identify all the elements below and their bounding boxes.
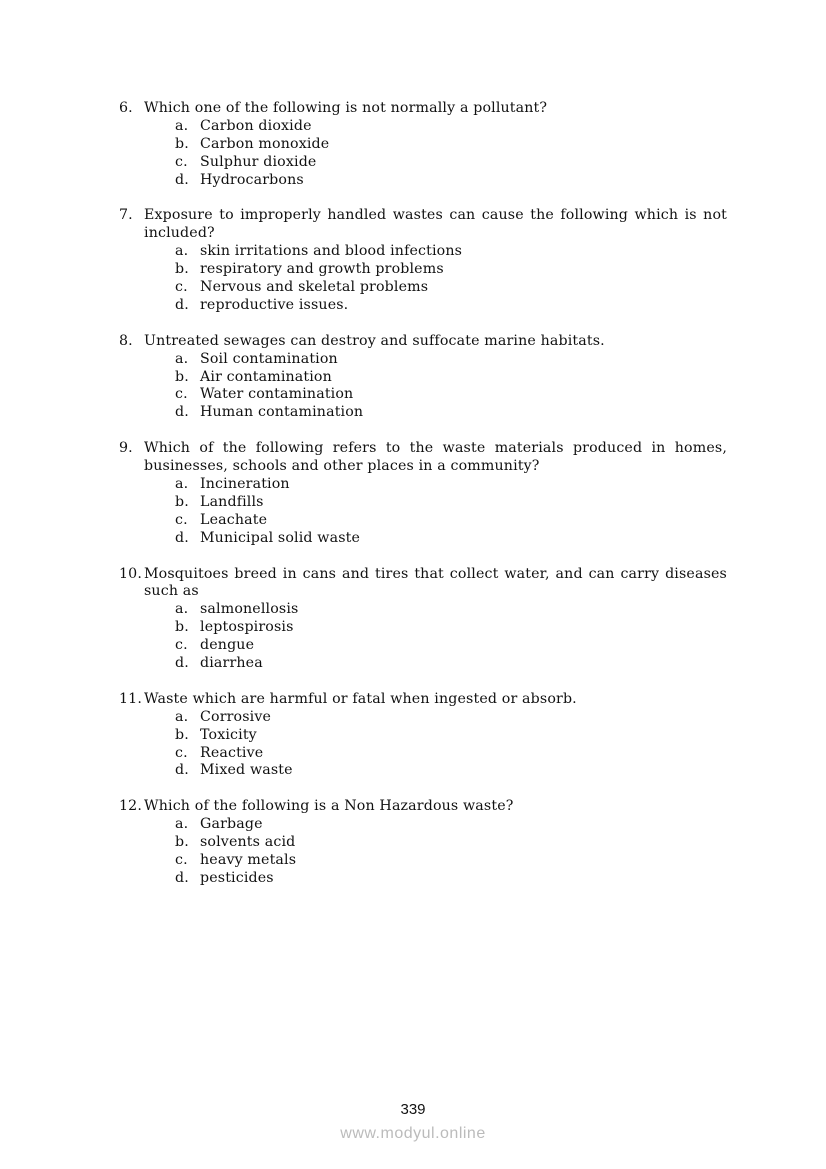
question-number: 8.: [119, 332, 133, 349]
option-letter: c.: [175, 386, 188, 403]
option-text: Reactive: [200, 744, 264, 761]
option-letter: d.: [175, 529, 189, 546]
option-text: diarrhea: [200, 655, 263, 672]
option-text: respiratory and growth problems: [200, 261, 444, 278]
answer-option: [119, 727, 727, 745]
option-text: heavy metals: [200, 851, 297, 868]
option-letter: d.: [175, 655, 189, 672]
answer-option: [119, 136, 727, 154]
answer-option: [119, 762, 727, 780]
answer-option: [119, 369, 727, 387]
option-text: Carbon dioxide: [200, 117, 312, 134]
answer-option: [119, 476, 727, 494]
option-letter: d.: [175, 762, 189, 779]
option-text: Nervous and skeletal problems: [200, 279, 429, 296]
option-text: Mixed waste: [200, 762, 293, 779]
option-text: Water contamination: [200, 386, 354, 403]
question-12: [119, 798, 727, 888]
answer-option: [119, 619, 727, 637]
answer-option: [119, 404, 727, 422]
question-list: [119, 100, 727, 906]
option-letter: a.: [175, 601, 189, 618]
question-number: 7.: [119, 207, 133, 224]
page-number: 339: [400, 1101, 426, 1118]
question-number: 10.: [119, 565, 143, 582]
answer-option: [119, 709, 727, 727]
option-text: pesticides: [200, 869, 274, 886]
option-text: skin irritations and blood infections: [200, 243, 463, 260]
option-text: Soil contamination: [200, 350, 338, 367]
option-letter: a.: [175, 117, 189, 134]
option-letter: a.: [175, 475, 189, 492]
question-number: 9.: [119, 440, 133, 457]
answer-option: [119, 530, 727, 548]
question-7: [119, 207, 727, 314]
answer-option: [119, 154, 727, 172]
option-text: dengue: [200, 637, 255, 654]
answer-option: [119, 279, 727, 297]
answer-option: [119, 494, 727, 512]
question-number: 6.: [119, 100, 133, 116]
option-text: Leachate: [200, 511, 268, 528]
question-text: Mosquitoes breed in cans and tires that collect water, and can carry diseases such as: [144, 565, 727, 600]
question-number: 11.: [119, 690, 143, 707]
answer-option: [119, 852, 727, 870]
option-text: Garbage: [200, 816, 263, 833]
option-letter: b.: [175, 726, 189, 743]
option-letter: c.: [175, 744, 188, 761]
option-text: Sulphur dioxide: [200, 153, 317, 170]
option-text: salmonellosis: [200, 601, 299, 618]
answer-option: [119, 745, 727, 763]
option-text: Hydrocarbons: [200, 171, 304, 188]
option-letter: b.: [175, 261, 189, 278]
answer-option: [119, 655, 727, 673]
question-8: [119, 333, 727, 423]
question-text: Which of the following is a Non Hazardous waste?: [144, 798, 514, 815]
option-text: Municipal solid waste: [200, 529, 361, 546]
question-text: Exposure to improperly handled wastes can cause the following which is not included?: [144, 207, 727, 242]
option-text: reproductive issues.: [200, 296, 349, 313]
question-10: [119, 566, 727, 673]
option-text: Landfills: [200, 493, 264, 510]
option-letter: b.: [175, 493, 189, 510]
answer-option: [119, 261, 727, 279]
option-text: Incineration: [200, 475, 290, 492]
answer-option: [119, 834, 727, 852]
question-9: [119, 440, 727, 547]
answer-option: [119, 816, 727, 834]
option-letter: b.: [175, 834, 189, 851]
option-letter: b.: [175, 619, 189, 636]
question-text: Which of the following refers to the waste materials produced in homes, businesses, schools and other places in a community?: [144, 440, 727, 475]
option-letter: c.: [175, 153, 188, 170]
option-letter: d.: [175, 296, 189, 313]
question-text: Untreated sewages can destroy and suffocate marine habitats.: [144, 332, 605, 349]
question-11: [119, 691, 727, 781]
option-text: Human contamination: [200, 404, 364, 421]
question-number: 12.: [119, 798, 143, 815]
option-letter: a.: [175, 708, 189, 725]
answer-option: [119, 386, 727, 404]
option-letter: b.: [175, 135, 189, 152]
answer-option: [119, 297, 727, 315]
option-letter: b.: [175, 368, 189, 385]
option-letter: a.: [175, 350, 189, 367]
option-letter: a.: [175, 816, 189, 833]
answer-option: [119, 637, 727, 655]
option-text: Air contamination: [200, 368, 332, 385]
question-text: Which one of the following is not normally a pollutant?: [144, 100, 548, 116]
answer-option: [119, 601, 727, 619]
answer-option: [119, 172, 727, 190]
option-letter: c.: [175, 851, 188, 868]
option-text: Carbon monoxide: [200, 135, 330, 152]
question-6: [119, 100, 727, 190]
option-text: Corrosive: [200, 708, 272, 725]
option-letter: d.: [175, 171, 189, 188]
answer-option: [119, 512, 727, 530]
answer-option: [119, 870, 727, 888]
answer-option: [119, 243, 727, 261]
option-text: solvents acid: [200, 834, 296, 851]
option-text: leptospirosis: [200, 619, 294, 636]
option-letter: a.: [175, 243, 189, 260]
option-letter: d.: [175, 869, 189, 886]
option-letter: d.: [175, 404, 189, 421]
option-letter: c.: [175, 279, 188, 296]
watermark: www.modyul.online: [340, 1125, 486, 1142]
answer-option: [119, 351, 727, 369]
question-text: Waste which are harmful or fatal when ingested or absorb.: [144, 690, 577, 707]
option-text: Toxicity: [200, 726, 257, 743]
option-letter: c.: [175, 637, 188, 654]
answer-option: [119, 118, 727, 136]
option-letter: c.: [175, 511, 188, 528]
